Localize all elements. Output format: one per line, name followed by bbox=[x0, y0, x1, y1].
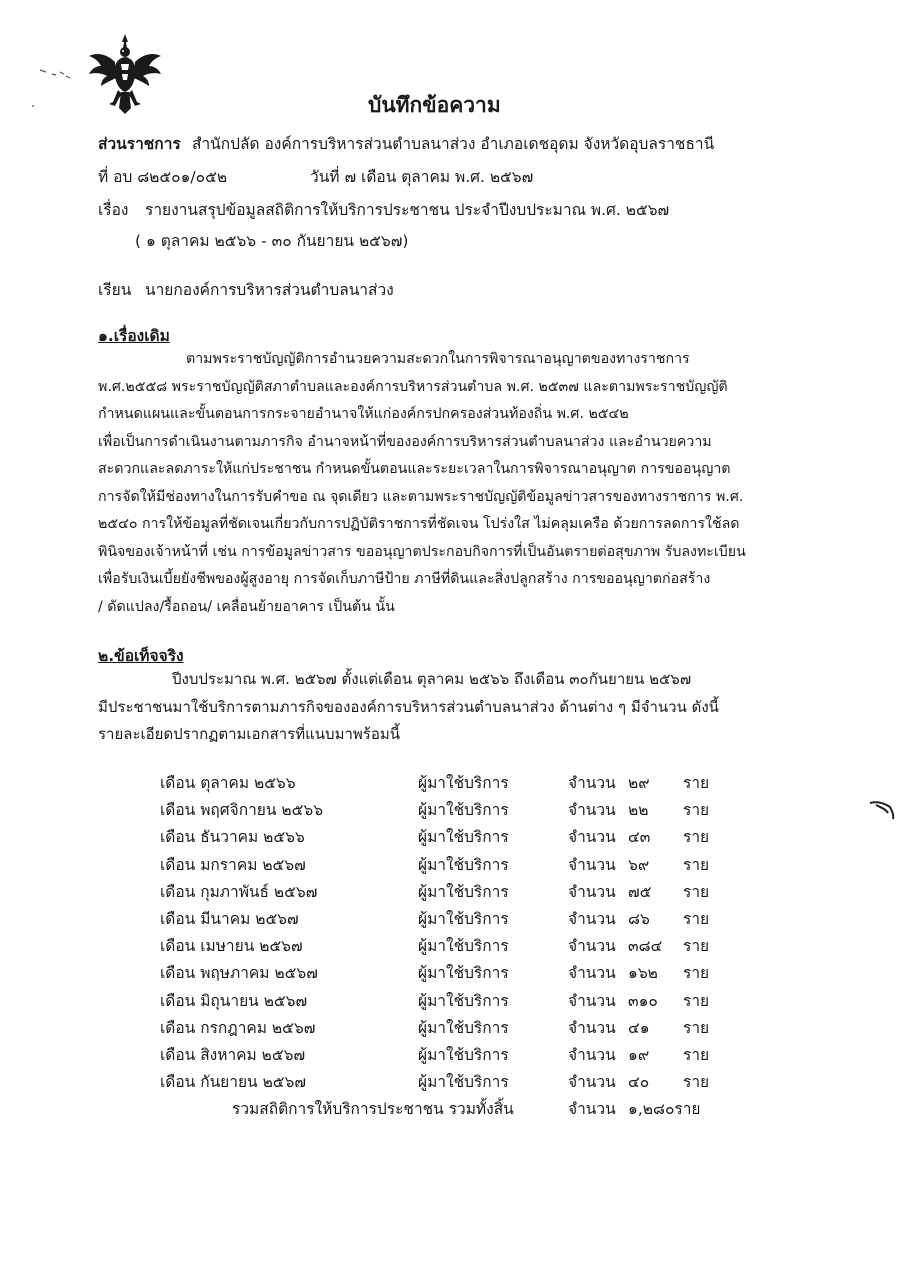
count-value-cell: ๗๕ bbox=[628, 882, 652, 901]
table-row bbox=[0, 960, 900, 986]
month-cell: เดือน กุมภาพันธ์ ๒๕๖๗ bbox=[160, 882, 318, 901]
count-label-cell: จำนวน bbox=[568, 991, 616, 1010]
table-row bbox=[0, 988, 900, 1014]
month-cell: เดือน พฤษภาคม ๒๕๖๗ bbox=[160, 964, 318, 983]
count-value-cell: ๒๙ bbox=[628, 774, 650, 792]
body-line: กำหนดแผนและขั้นตอนการกระจายอำนาจให้แก่องค์กรปกครองส่วนท้องถิ่น พ.ศ. ๒๕๔๒ bbox=[98, 406, 629, 422]
section-body bbox=[98, 666, 788, 749]
table-row bbox=[0, 906, 900, 932]
body-line: พินิจของเจ้าหน้าที่ เช่น การข้อมูลข่าวสาร ขออนุญาตประกอบกิจการที่เป็นอันตรายต่อสุขภาพ รับลงทะเบียน bbox=[98, 543, 746, 560]
count-label-cell: จำนวน bbox=[568, 882, 616, 901]
body-line: / ดัดแปลง/รื้อถอน/ เคลื่อนย้ายอาคาร เป็นต้น นั้น bbox=[98, 598, 395, 615]
count-label-cell: จำนวน bbox=[568, 855, 616, 874]
count-value-cell: ๑๙ bbox=[628, 1046, 650, 1064]
unit-cell: ราย bbox=[683, 1018, 710, 1037]
ink-mark bbox=[30, 95, 36, 101]
month-cell: เดือน ตุลาคม ๒๕๖๖ bbox=[160, 774, 296, 792]
unit-cell: ราย bbox=[683, 882, 710, 901]
user-cell: ผู้มาใช้บริการ bbox=[418, 964, 509, 983]
count-value-cell: ๔๐ bbox=[628, 1073, 650, 1092]
count-label-cell: จำนวน bbox=[568, 937, 616, 956]
count-label-cell: จำนวน bbox=[568, 1073, 616, 1092]
memo-date: วันที่ ๗ เดือน ตุลาคม พ.ศ. ๒๕๖๗ bbox=[310, 168, 534, 186]
user-cell: ผู้มาใช้บริการ bbox=[418, 910, 509, 928]
section-heading: ๑.เรื่องเดิม bbox=[98, 327, 170, 345]
total-value: ๑,๒๘๐ราย bbox=[628, 1100, 701, 1118]
count-value-cell: ๓๘๔ bbox=[628, 937, 663, 956]
month-cell: เดือน เมษายน ๒๕๖๗ bbox=[160, 937, 303, 956]
count-label-cell: จำนวน bbox=[568, 964, 616, 983]
section-body bbox=[98, 346, 788, 621]
user-cell: ผู้มาใช้บริการ bbox=[418, 774, 509, 792]
body-line: พ.ศ.๒๕๕๘ พระราชบัญญัติสภาตำบลและองค์การบริหารส่วนตำบล พ.ศ. ๒๕๓๗ และตามพระราชบัญญัติ bbox=[98, 378, 728, 395]
recipient-label: เรียน bbox=[98, 281, 132, 299]
body-line: ตามพระราชบัญญัติการอำนวยความสะดวกในการพิจารณาอนุญาตของทางราชการ bbox=[186, 351, 690, 367]
total-label: รวมสถิติการให้บริการประชาชน รวมทั้งสิ้น bbox=[232, 1100, 514, 1118]
count-value-cell: ๑๖๒ bbox=[628, 964, 658, 983]
table-row bbox=[0, 824, 900, 850]
count-label-cell: จำนวน bbox=[568, 1018, 616, 1037]
unit-cell: ราย bbox=[683, 801, 710, 820]
count-label-cell: จำนวน bbox=[568, 774, 616, 792]
unit-cell: ราย bbox=[683, 991, 710, 1010]
month-cell: เดือน มกราคม ๒๕๖๗ bbox=[160, 855, 306, 874]
subject-period: ( ๑ ตุลาคม ๒๕๖๖ - ๓๐ กันยายน ๒๕๖๗) bbox=[135, 232, 409, 250]
body-line: สะดวกและลดภาระให้แก่ประชาชน กำหนดขั้นตอนและระยะเวลาในการพิจารณาอนุญาต การขออนุญาต bbox=[98, 461, 731, 477]
unit-cell: ราย bbox=[683, 964, 710, 983]
count-value-cell: ๘๖ bbox=[628, 910, 650, 928]
table-total-row bbox=[0, 1096, 900, 1122]
table-row bbox=[0, 1015, 900, 1041]
ink-mark bbox=[38, 66, 72, 80]
count-label-cell: จำนวน bbox=[568, 910, 616, 928]
unit-cell: ราย bbox=[683, 828, 710, 847]
garuda-emblem-icon bbox=[85, 32, 165, 116]
body-line: ปีงบประมาณ พ.ศ. ๒๕๖๗ ตั้งแต่เดือน ตุลาคม ๒๕๖๖ ถึงเดือน ๓๐กันยายน ๒๕๖๗ bbox=[172, 670, 692, 688]
unit-cell: ราย bbox=[683, 1046, 710, 1064]
user-cell: ผู้มาใช้บริการ bbox=[418, 1018, 509, 1037]
memo-title: บันทึกข้อความ bbox=[368, 93, 501, 117]
table-row bbox=[0, 1069, 900, 1095]
agency-value: สำนักปลัด องค์การบริหารส่วนตำบลนาส่วง อำเภอเดชอุดม จังหวัดอุบลราชธานี bbox=[192, 135, 715, 153]
count-value-cell: ๔๑ bbox=[628, 1018, 650, 1037]
section-heading: ๒.ข้อเท็จจริง bbox=[98, 647, 184, 665]
unit-cell: ราย bbox=[683, 1073, 710, 1092]
count-value-cell: ๓๑๐ bbox=[628, 991, 658, 1010]
user-cell: ผู้มาใช้บริการ bbox=[418, 828, 509, 847]
count-value-cell: ๔๓ bbox=[628, 828, 651, 847]
user-cell: ผู้มาใช้บริการ bbox=[418, 855, 509, 874]
user-cell: ผู้มาใช้บริการ bbox=[418, 1046, 509, 1064]
table-row bbox=[0, 933, 900, 959]
agency-label: ส่วนราชการ bbox=[98, 135, 181, 153]
body-line: เพื่อเป็นการดำเนินงานตามภารกิจ อำนาจหน้าที่ขององค์การบริหารส่วนตำบลนาส่วง และอำนวยความ bbox=[98, 433, 712, 450]
reference-number: ที่ อบ ๘๒๕๐๑/๐๕๒ bbox=[98, 168, 228, 186]
user-cell: ผู้มาใช้บริการ bbox=[418, 1073, 509, 1092]
subject-value: รายงานสรุปข้อมูลสถิติการให้บริการประชาชน ประจำปีงบประมาณ พ.ศ. ๒๕๖๗ bbox=[145, 201, 670, 219]
unit-cell: ราย bbox=[683, 910, 710, 928]
body-line: เพื่อรับเงินเบี้ยยังชีพของผู้สูงอายุ การจัดเก็บภาษีป้าย ภาษีที่ดินและสิ่งปลูกสร้าง การขออนุญาตก่อสร้าง bbox=[98, 571, 711, 587]
count-value-cell: ๒๒ bbox=[628, 801, 649, 820]
user-cell: ผู้มาใช้บริการ bbox=[418, 991, 509, 1010]
table-row bbox=[0, 852, 900, 878]
month-cell: เดือน กรกฎาคม ๒๕๖๗ bbox=[160, 1018, 316, 1037]
month-cell: เดือน มีนาคม ๒๕๖๗ bbox=[160, 910, 299, 928]
subject-label: เรื่อง bbox=[98, 201, 129, 219]
body-line: มีประชาชนมาใช้บริการตามภารกิจขององค์การบริหารส่วนตำบลนาส่วง ด้านต่าง ๆ มีจำนวน ดังนี้ bbox=[98, 697, 719, 716]
count-value-cell: ๖๙ bbox=[628, 855, 650, 874]
unit-cell: ราย bbox=[683, 937, 710, 956]
month-cell: เดือน พฤศจิกายน ๒๕๖๖ bbox=[160, 801, 324, 820]
month-cell: เดือน มิถุนายน ๒๕๖๗ bbox=[160, 991, 308, 1010]
table-row bbox=[0, 879, 900, 905]
user-cell: ผู้มาใช้บริการ bbox=[418, 801, 509, 820]
table-row bbox=[0, 797, 900, 823]
unit-cell: ราย bbox=[683, 855, 710, 874]
count-label-cell: จำนวน bbox=[568, 1046, 616, 1064]
total-count-label: จำนวน bbox=[568, 1100, 616, 1118]
body-line: รายละเอียดปรากฏตามเอกสารที่แนบมาพร้อมนี้ bbox=[98, 725, 400, 743]
count-label-cell: จำนวน bbox=[568, 828, 616, 847]
count-label-cell: จำนวน bbox=[568, 801, 616, 820]
user-cell: ผู้มาใช้บริการ bbox=[418, 937, 509, 956]
body-line: ๒๕๔๐ การให้ข้อมูลที่ชัดเจนเกี่ยวกับการปฏิบัติราชการที่ชัดเจน โปร่งใส ไม่คลุมเครือ ด้วยการลดการใช้ลด bbox=[98, 516, 740, 532]
body-line: การจัดให้มีช่องทางในการรับคำขอ ณ จุดเดียว และตามพระราชบัญญัติข้อมูลข่าวสารของทางราชการ พ.ศ. bbox=[98, 488, 744, 505]
table-row bbox=[0, 770, 900, 796]
unit-cell: ราย bbox=[683, 774, 710, 792]
month-cell: เดือน กันยายน ๒๕๖๗ bbox=[160, 1073, 307, 1092]
recipient-value: นายกองค์การบริหารส่วนตำบลนาส่วง bbox=[145, 281, 394, 299]
month-cell: เดือน ธันวาคม ๒๕๖๖ bbox=[160, 828, 305, 847]
table-row bbox=[0, 1042, 900, 1068]
user-cell: ผู้มาใช้บริการ bbox=[418, 882, 509, 901]
month-cell: เดือน สิงหาคม ๒๕๖๗ bbox=[160, 1046, 306, 1064]
